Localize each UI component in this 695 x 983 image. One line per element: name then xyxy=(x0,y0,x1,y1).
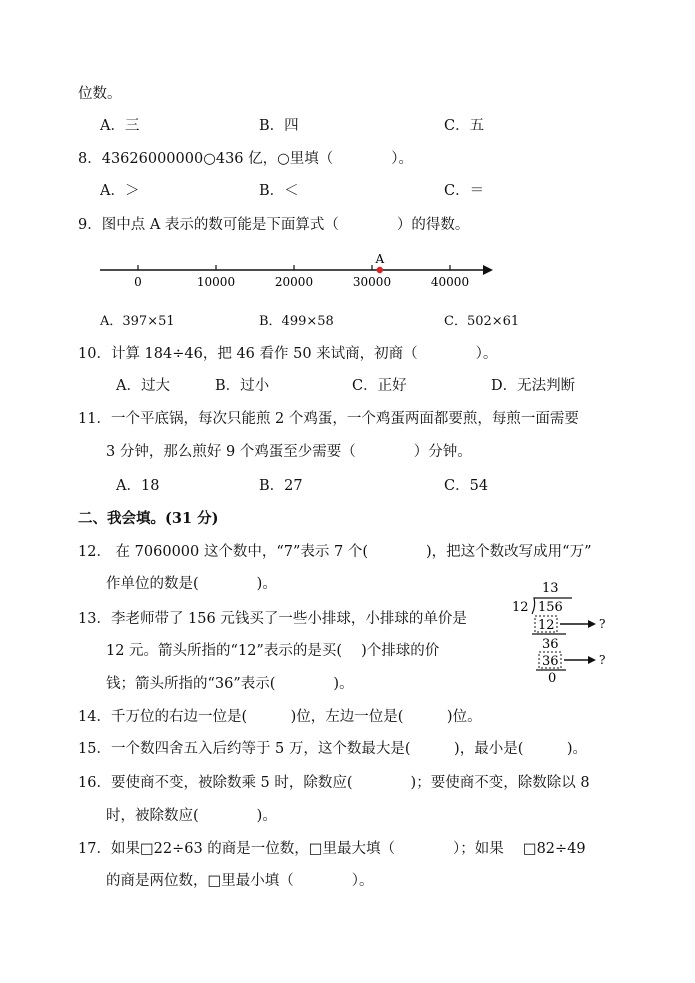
q12-stem-line2: 作单位的数是( )。 xyxy=(106,576,277,592)
q17-stem-line1: 17．如果□22÷63 的商是一位数，□里最大填（ ）；如果 □82÷49 xyxy=(78,841,586,857)
division-result: 0 xyxy=(548,671,557,686)
number-line-tick-label: 20000 xyxy=(274,275,314,289)
q13-stem-line2: 12 元。箭头所指的“12”表示的是买( )个排球的价 xyxy=(106,643,440,659)
q8-stem: 8．43626000000○436 亿，○里填（ ）。 xyxy=(78,151,414,167)
q9-option-a: A．397×51 xyxy=(100,314,175,329)
arrow1-mark: ? xyxy=(599,617,606,631)
q11-option-c: C．54 xyxy=(444,478,489,494)
division-step2: 36 xyxy=(542,654,559,669)
division-divisor: 12 xyxy=(512,600,529,615)
arrow2-head xyxy=(588,656,596,664)
q16-stem-line2: 时，被除数应( )。 xyxy=(106,808,277,824)
q7-option-b: B．四 xyxy=(259,118,299,134)
q11-option-b: B．27 xyxy=(259,478,303,494)
q9-stem: 9．图中点 A 表示的数可能是下面算式（ ）的得数。 xyxy=(78,217,470,233)
number-line-tick-label: 0 xyxy=(134,275,142,289)
q8-option-c: C．＝ xyxy=(444,183,485,199)
q12-stem-line1: 12． 在 7060000 这个数中，“7”表示 7 个( )，把这个数改写成用“万” xyxy=(78,544,592,560)
q9-option-b: B．499×58 xyxy=(259,314,334,329)
section-title: 二、我会填。(31 分) xyxy=(78,510,219,527)
division-quotient: 13 xyxy=(542,581,559,596)
division-remainder1: 36 xyxy=(542,637,559,652)
q10-option-d: D．无法判断 xyxy=(491,378,576,394)
number-line xyxy=(95,250,515,300)
point-a-label: A xyxy=(375,252,385,266)
q17-stem-line2: 的商是两位数，□里最小填（ ）。 xyxy=(106,873,374,889)
q11-option-a: A．18 xyxy=(116,478,160,494)
q7-option-c: C．五 xyxy=(444,118,485,134)
q7-stem-continuation: 位数。 xyxy=(78,86,122,102)
arrow2-mark: ? xyxy=(599,653,606,667)
long-division-diagram xyxy=(508,576,628,686)
q7-option-a: A．三 xyxy=(100,118,140,134)
q10-option-a: A．过大 xyxy=(116,378,170,394)
arrow1-head xyxy=(588,620,596,628)
q10-option-b: B．过小 xyxy=(215,378,270,394)
number-line-tick-label: 40000 xyxy=(430,275,470,289)
q11-stem-line2: 3 分钟，那么煎好 9 个鸡蛋至少需要（ ）分钟。 xyxy=(106,444,472,460)
q8-option-b: B．＜ xyxy=(259,183,299,199)
number-line-tick-label: 30000 xyxy=(352,275,392,289)
q14-stem: 14．千万位的右边一位是( )位，左边一位是( )位。 xyxy=(78,709,482,725)
q10-stem: 10．计算 184÷46，把 46 看作 50 来试商，初商（ ）。 xyxy=(78,346,498,362)
q16-stem-line1: 16．要使商不变，被除数乘 5 时，除数应( )；要使商不变，除数除以 8 xyxy=(78,775,590,791)
q8-option-a: A．＞ xyxy=(100,183,140,199)
division-step1: 12 xyxy=(538,618,555,633)
number-line-arrow xyxy=(483,265,493,275)
q9-option-c: C．502×61 xyxy=(444,314,520,329)
q15-stem: 15．一个数四舍五入后约等于 5 万，这个数最大是( )，最小是( )。 xyxy=(78,741,588,757)
q11-stem-line1: 11．一个平底锅，每次只能煎 2 个鸡蛋，一个鸡蛋两面都要煎，每煎一面需要 xyxy=(78,411,579,427)
q13-stem-line3: 钱；箭头所指的“36”表示( )。 xyxy=(106,676,354,692)
q13-stem-line1: 13．李老师带了 156 元钱买了一些小排球，小排球的单价是 xyxy=(78,611,467,627)
division-dividend: 156 xyxy=(538,600,563,615)
q10-option-c: C．正好 xyxy=(352,378,407,394)
number-line-tick-label: 10000 xyxy=(196,275,236,289)
point-a-marker xyxy=(377,267,383,273)
